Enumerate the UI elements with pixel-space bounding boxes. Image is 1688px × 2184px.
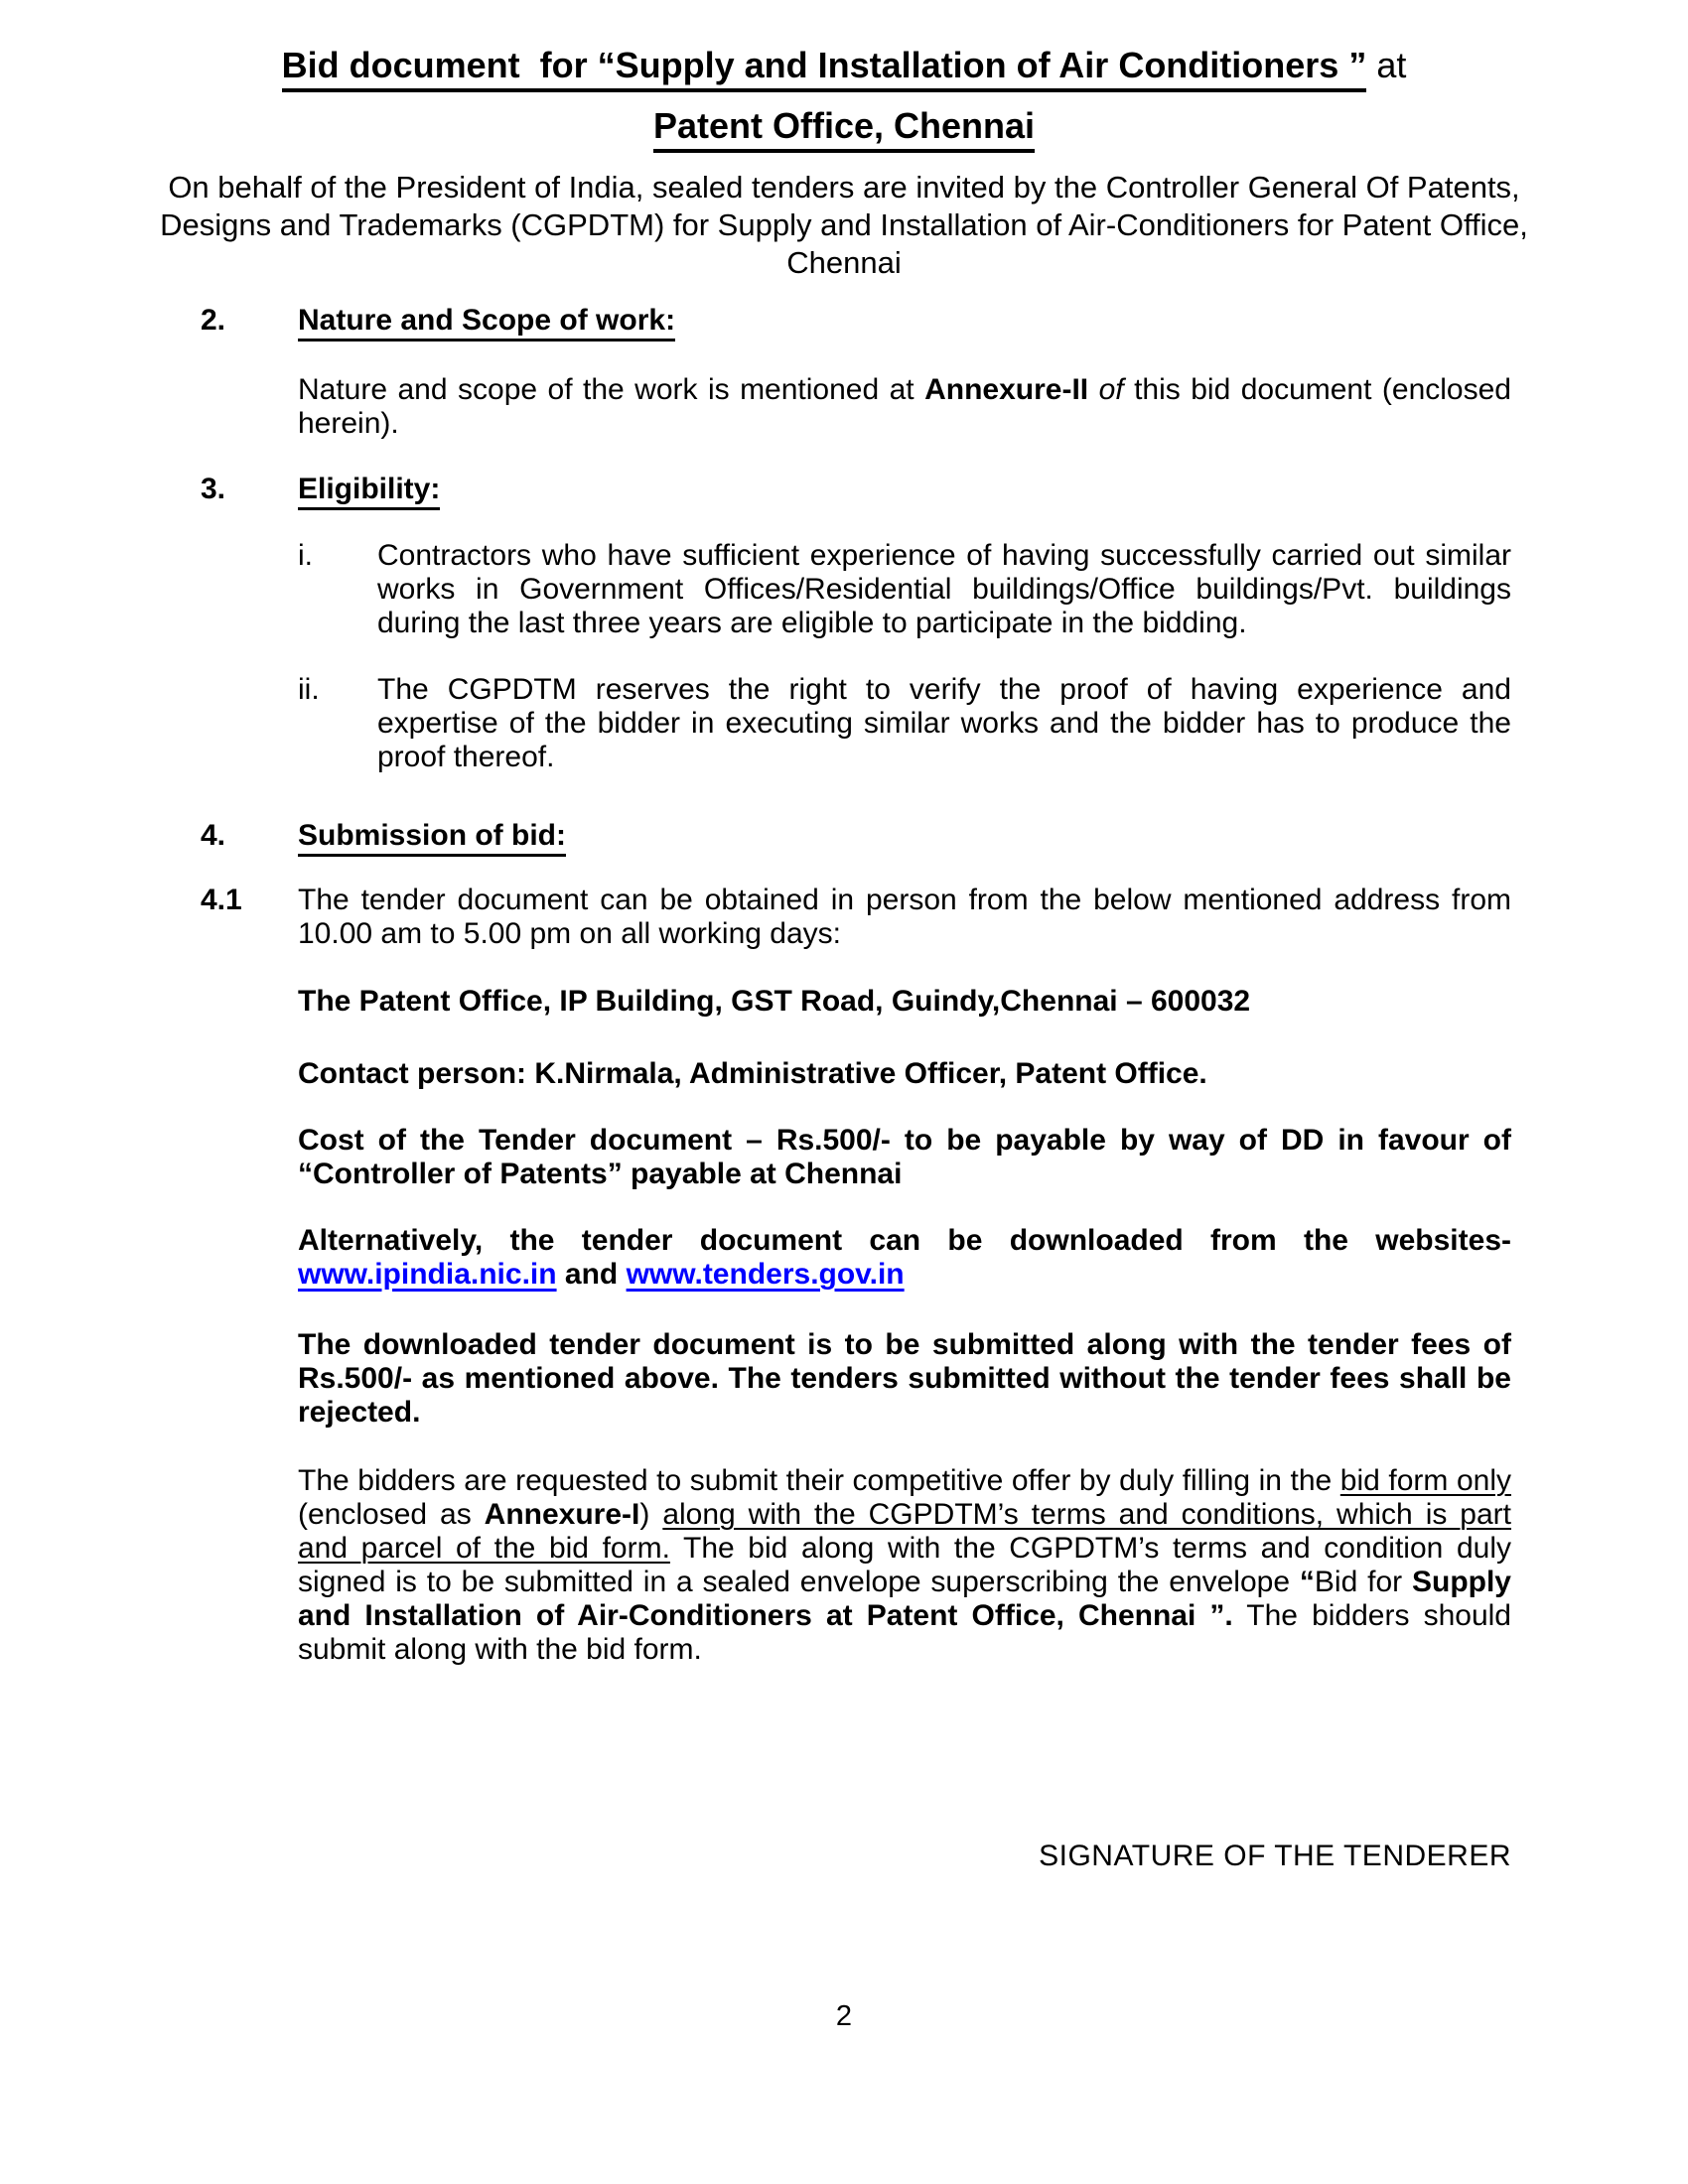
document-title-suffix: at: [1366, 45, 1407, 85]
section-4-number: 4.: [201, 819, 226, 852]
bidders-r11: The bidders should submit along with the bid form.: [298, 1599, 1511, 1666]
section-3-number: 3.: [201, 473, 226, 505]
section-4-heading-row: [201, 819, 1511, 853]
bidders-r9: Bid for: [1314, 1566, 1412, 1598]
bidders-r7: The bid along with the CGPDTM’s terms and condition duly signed is to be submitted in a sealed envelope superscribing the envelope: [298, 1532, 1511, 1598]
list-item-ii-marker: ii.: [298, 673, 320, 706]
list-item-i: [298, 539, 1511, 640]
alt-download-text: Alternatively, the tender document can be downloaded from the websites-: [298, 1224, 1511, 1257]
section-3-heading-row: [201, 473, 1511, 506]
link-ipindia[interactable]: www.ipindia.nic.in: [298, 1258, 557, 1291]
list-item-i-text: Contractors who have sufficient experience of having successfully carried out similar works in Government Offices/Residential buildings/Office buildings/Pvt. buildings during the last three years are eligible to participate in the bidding.: [377, 539, 1511, 639]
tender-cost-paragraph: Cost of the Tender document – Rs.500/- to be payable by way of DD in favour of “Controller of Patents” payable at Chennai: [298, 1124, 1511, 1190]
address-line: The Patent Office, IP Building, GST Road, Guindy,Chennai – 600032: [298, 985, 1251, 1018]
annexure-1-ref: Annexure-I: [484, 1498, 640, 1531]
contact-line: Contact person: K.Nirmala, Administrative Officer, Patent Office.: [298, 1057, 1207, 1090]
document-subtitle: [0, 104, 1688, 147]
bidders-r3: (enclosed as: [298, 1498, 485, 1531]
intro-paragraph: On behalf of the President of India, sealed tenders are invited by the Controller General Of Patents, Designs and Trademarks (CGPDTM) for Supply and Installation of Air-Conditioners for Patent Office, Chennai: [160, 170, 1528, 280]
clause-4-1-text: The tender document can be obtained in person from the below mentioned address from 10.00 am to 5.00 pm on all working days:: [298, 884, 1511, 950]
page-number: 2: [835, 2000, 853, 2032]
document-subtitle-underlined: Patent Office, Chennai: [653, 105, 1035, 153]
terms-conditions-underlined: along with the CGPDTM’s terms and conditions, which is part and parcel of the bid form.: [298, 1498, 1512, 1565]
alt-download-and: and: [556, 1258, 627, 1291]
scope-text-pre: Nature and scope of the work is mentioned at: [298, 373, 925, 406]
clause-4-1: [201, 884, 1511, 951]
list-item-ii-text: The CGPDTM reserves the right to verify the proof of having experience and expertise of the bidder in executing similar works and the bidder has to produce the proof thereof.: [377, 673, 1511, 773]
list-item-i-marker: i.: [298, 539, 313, 572]
list-item-ii: [298, 673, 1511, 774]
bidders-r5: ): [639, 1498, 663, 1531]
signature-line: SIGNATURE OF THE TENDERER: [1039, 1840, 1511, 1872]
document-title-underlined: Bid document for “Supply and Installation of Air Conditioners ”: [282, 45, 1367, 92]
bidders-r1: The bidders are requested to submit their competitive offer by duly filling in the: [298, 1464, 1340, 1497]
clause-4-1-number: 4.1: [201, 884, 242, 916]
downloaded-tender-paragraph: The downloaded tender document is to be submitted along with the tender fees of Rs.500/- as mentioned above. The tenders submitted without the tender fees shall be rejected.: [298, 1328, 1511, 1429]
bid-quote-open: “: [1299, 1566, 1315, 1598]
section-3-heading: Eligibility:: [298, 473, 440, 510]
section-2-paragraph: [298, 373, 1511, 441]
annexure-2-ref: Annexure-II: [924, 373, 1089, 406]
section-2-heading: Nature and Scope of work:: [298, 304, 675, 341]
download-websites-paragraph: [298, 1224, 1511, 1292]
section-2-heading-row: [201, 304, 1511, 338]
document-title: [0, 44, 1688, 86]
scope-text-of: of: [1088, 373, 1135, 406]
section-4-heading: Submission of bid:: [298, 819, 566, 857]
envelope-superscription-bold: Supply and Installation of Air-Conditioners at Patent Office, Chennai ”.: [298, 1566, 1511, 1632]
link-tenders-gov[interactable]: www.tenders.gov.in: [626, 1258, 905, 1291]
bid-form-only-underlined: bid form only: [1339, 1464, 1511, 1497]
section-2-number: 2.: [201, 304, 226, 337]
bidders-paragraph: [298, 1464, 1511, 1667]
scope-text-post: this bid document (enclosed herein).: [298, 373, 1511, 440]
